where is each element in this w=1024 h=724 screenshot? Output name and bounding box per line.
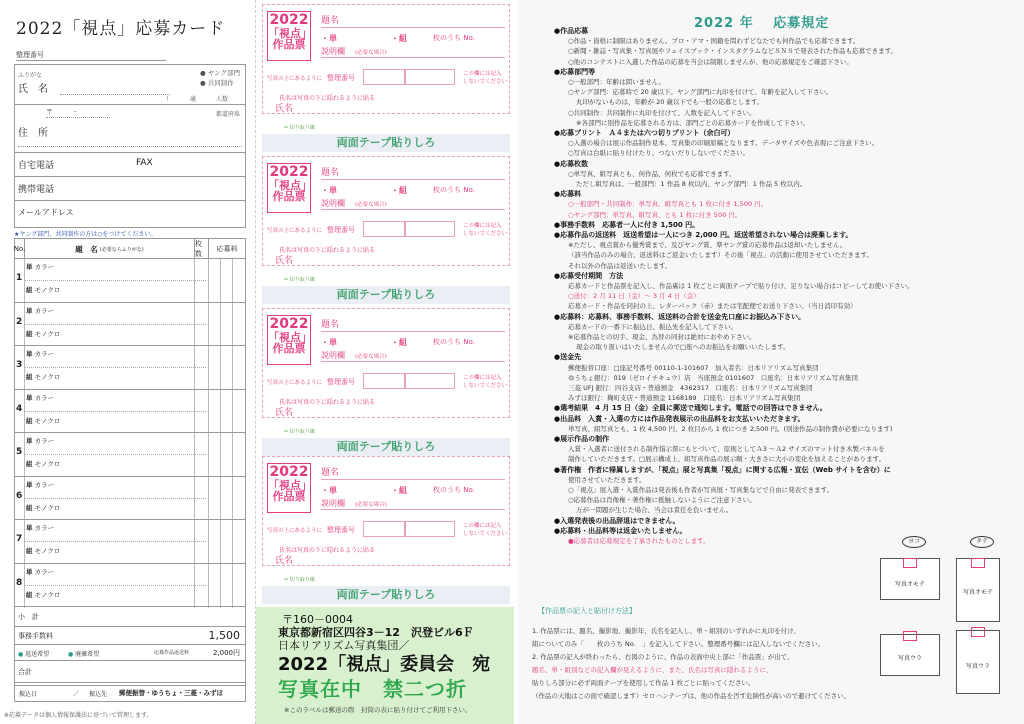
entry-number: 6 — [16, 490, 23, 501]
ticket-single[interactable]: ・単 — [321, 186, 337, 195]
ticket-title-label: 題名 — [321, 320, 340, 330]
subtotal-row: 小 計 — [14, 606, 246, 626]
rule-line: ○送付：2 月 11 日（金）〜 3 月 4 日（金） — [568, 292, 700, 301]
ticket-set[interactable]: ・組 — [391, 338, 407, 347]
ticket-desc: 説明欄 — [321, 47, 345, 56]
rule-line: ○単写真、組写真とも、何作品、何枚でも応募できます。 — [568, 169, 736, 178]
cut-line-label: ✂ 切り取り線 — [284, 429, 315, 435]
yoko-front-diagram: 写真オモテ — [880, 558, 940, 600]
entry-row[interactable] — [14, 345, 246, 389]
tape-margin: 両面テープ貼りしろ — [262, 438, 510, 456]
rule-line: みずほ銀行：麹町支店・普通預金 1168189 口座名：日本リアリズム写真集団 — [568, 394, 801, 403]
rules-title: 2022 年 応募規定 — [694, 16, 830, 31]
ticket-desc-field[interactable] — [321, 209, 505, 210]
rule-heading: ●応募作品の返送料 返送希望は一人につき 2,000 円。返送希望されない場合は廃棄します。 — [554, 231, 853, 239]
entry-ticket: 2022 「視点」 作品票 題名 ・単 ・組 枚のうち No. 説明欄 (必要な場合) 写真の上にあるように 整理番号 この欄には記入 しないでください 氏名は写真の下に隠れるように貼る 氏名 — [262, 156, 510, 266]
rule-line: 単写真、組写真とも、1 枚 4,500 円、2 枚目から 1 枚につき 2,500 円。(別途作品の制作費が必要になります) — [568, 424, 893, 433]
ticket-badge: 2022 「視点」 作品票 — [267, 11, 311, 61]
ticket-title-field[interactable] — [321, 479, 505, 480]
rule-heading: ●応募料・出品料等は返金いたしません。 — [554, 526, 687, 535]
entry-number: 5 — [16, 447, 23, 457]
rule-heading: ●入選発表後の出品辞退はできません。 — [554, 516, 680, 525]
handling-value: 1,500 — [208, 629, 240, 642]
entry-row[interactable] — [14, 476, 246, 520]
entry-number: 3 — [16, 360, 23, 370]
ticket-set[interactable]: ・組 — [391, 486, 407, 495]
ticket-column — [256, 0, 518, 724]
prefecture-label: 都道府県 — [216, 111, 241, 118]
age-label: 歳 — [190, 96, 197, 103]
reg-no-field[interactable] — [16, 60, 166, 61]
entry-row[interactable] — [14, 432, 246, 476]
address-field[interactable] — [18, 146, 242, 147]
box-instruction-line: 2. 作品票の記入が終わったら、右図のように、作品の表面中央上部に「作品票」が出て、 — [532, 653, 794, 661]
postal-label: 〒 - — [46, 108, 77, 116]
tate-label: タテ — [970, 536, 994, 548]
rule-line: 入賞・入選者に送付される制作指示票にもとづいて、原則としてＡ3 〜Ａ2 サイズのマット付き木製パネルを — [568, 445, 885, 454]
rule-line: ○新聞・雑誌・写真集・写真展やフェイスブック・インスタグラムなどＳＮＳで発表された作品も応募できます。 — [568, 47, 898, 56]
ticket-count: 枚のうち No. — [433, 34, 475, 42]
rule-line: ※各部門に別作品を応募される方は、部門ごとの応募カードを作成して下さい。 — [576, 118, 809, 127]
rule-line: 応募カードと作品票を記入し、作品裏は 1 枚ごとに両面テープで貼り付け、足りない場合はコピーしてお使い下さい。 — [568, 282, 914, 290]
ticket-badge: 2022 「視点」 作品票 — [267, 163, 311, 213]
ticket-single[interactable]: ・単 — [321, 338, 337, 347]
address-line2: 日本リアリズム写真集団／ — [278, 639, 410, 652]
tape-margin: 両面テープ貼りしろ — [262, 286, 510, 304]
single-color-label: 単 カラー — [26, 480, 55, 489]
joint-section-option[interactable]: ● 共同制作 — [200, 79, 234, 87]
set-mono-label: 組 モノクロ — [26, 503, 61, 512]
entry-number: 2 — [16, 316, 23, 327]
ticket-title-field[interactable] — [321, 179, 505, 180]
reg-no-label: 整理番号 — [16, 51, 44, 59]
single-color-label: 単 カラー — [26, 437, 55, 445]
entry-ticket: 2022 「視点」 作品票 題名 ・単 ・組 枚のうち No. 説明欄 (必要な場合) 写真の上にあるように 整理番号 この欄には記入 しないでください 氏名は写真の下に隠れるように貼る 氏名 — [262, 456, 510, 566]
ticket-count: 枚のうち No. — [433, 486, 475, 494]
col-count: 枚数 — [195, 239, 209, 259]
box-instruction-line: 題名、単・組別などの記入欄が見えるように、また、氏名は写真に隠れるように、 — [532, 666, 773, 674]
set-mono-label: 組 モノクロ — [26, 460, 61, 468]
tape-margin: 両面テープ貼りしろ — [262, 134, 510, 152]
rule-line: ゆうちょ銀行：019（ゼロイチキュウ）店 当座預金 0101607 口座名：日本リアリズム写真集団 — [568, 373, 858, 382]
mailing-label — [256, 607, 514, 724]
tate-front-diagram: 写真オモテ — [956, 558, 1000, 622]
rule-line: 応募カード・作品を同封の上、レターパック（赤）または宅配便でお送り下さい。（当日消印有効） — [568, 302, 857, 311]
entry-ticket: 2022 「視点」 作品票 題名 ・単 ・組 枚のうち No. 説明欄 (必要な場合) 写真の上にあるように 整理番号 この欄には記入 しないでください 氏名は写真の下に隠れるように貼る 氏名 — [262, 4, 510, 114]
age-paren: （ — [163, 96, 182, 103]
phone-label: 自宅電話 — [18, 161, 55, 171]
rule-line: それ以外の作品は返送いたします。 — [568, 261, 672, 270]
ticket-single[interactable]: ・単 — [321, 34, 337, 43]
ticket-single[interactable]: ・単 — [321, 486, 337, 495]
rule-heading: ●応募プリント Ａ４または六つ切りプリント（余白可） — [554, 129, 735, 137]
rule-heading: ●応募料 — [554, 190, 582, 199]
single-color-label: 単 カラー — [26, 524, 55, 532]
mobile-label: 携帯電話 — [18, 185, 55, 195]
ticket-desc-field[interactable] — [321, 57, 505, 58]
rule-line: ○ヤング部門：応募時で 20 歳以下。ヤング部門に丸印を付けて、年齢を記入して下さい。 — [568, 88, 833, 97]
ticket-count: 枚のうち No. — [433, 338, 475, 346]
ticket-badge: 2022 「視点」 作品票 — [267, 315, 311, 365]
entry-row[interactable] — [14, 563, 246, 607]
ticket-title-label: 題名 — [321, 468, 340, 478]
handling-warning: 写真在中 禁二つ折 — [278, 677, 467, 701]
rule-heading: ●応募部門等 — [554, 67, 596, 76]
rule-line: ○ヤング部門：単写真、組写真、とも 1 枚に付き 500 円。 — [568, 210, 742, 219]
handling-row: 事務手数料 1,500 — [14, 626, 246, 644]
col-fee: 応募料 — [216, 245, 238, 253]
box-instruction-line: 組についてのみ「 枚のうち No. 」を記入して下さい。整理番号欄には記入しないでください。 — [532, 640, 825, 648]
ticket-title-field[interactable] — [321, 331, 505, 332]
single-color-label: 単 カラー — [26, 567, 55, 576]
entry-row[interactable] — [14, 519, 246, 563]
ticket-reg: 整理番号 — [327, 226, 355, 234]
tate-back-diagram: 写真ウラ — [956, 630, 1000, 694]
rule-heading: ●応募枚数 — [554, 159, 589, 168]
rule-line: ○「視点」展入選・入賞作品は発表後も作者が写真展・写真集などで自由に発表できます。 — [568, 486, 834, 494]
rule-line: ○共同制作：共同制作に丸印を付けて、人数を記入して下さい。 — [568, 108, 756, 117]
ticket-name: 氏名 — [275, 408, 294, 418]
address-line1: 東京都新宿区四谷3－12 沢登ビル6Ｆ — [278, 626, 474, 639]
card-title: 2022「視点」応募カード — [16, 19, 226, 39]
rule-line: 応募カードの一番下に振込日、振込先を記入して下さい。 — [568, 322, 737, 331]
ticket-badge: 2022 「視点」 作品票 — [267, 463, 311, 513]
fax-label: FAX — [136, 158, 153, 168]
address-label: 住 所 — [18, 128, 48, 139]
single-color-label: 単 カラー — [26, 263, 55, 271]
ticket-reg: 整理番号 — [327, 378, 355, 386]
people-label: 人数 — [216, 96, 229, 103]
rule-line: ○応募作品は肖像権・著作権に抵触しないようにご注意下さい。 — [568, 496, 756, 505]
box-instruction-line: 貼りしろ部分に必ず両面テープを使用して作品 1 枚ごとに貼ってください。 — [532, 679, 755, 687]
rules-panel — [518, 0, 1024, 724]
ticket-count: 枚のうち No. — [433, 186, 475, 194]
entry-number: 1 — [16, 273, 23, 283]
ticket-desc-field[interactable] — [321, 361, 505, 362]
ticket-desc: 説明欄 — [321, 499, 345, 508]
entry-row[interactable] — [14, 302, 246, 346]
ticket-set[interactable]: ・組 — [391, 186, 407, 195]
yoko-back-diagram: 写真ウラ — [880, 634, 940, 676]
ticket-title-field[interactable] — [321, 27, 505, 28]
box-title: 【作品票の記入と貼付け方法】 — [538, 607, 636, 615]
rule-line: ○一般部門：年齢は問いません。 — [568, 78, 666, 86]
ticket-title-label: 題名 — [321, 168, 340, 178]
rule-line: ○写真は台紙に貼り付けたり、つないだりしないでください。 — [568, 149, 750, 158]
rule-line: ○作品・資格に制限はありません。プロ・アマ・国籍を問わずどなたでも何作品でも応募できます。 — [568, 37, 860, 46]
rule-line: 制作していただきます。□展示構成上、組写真作品の展示順・大きさに大小の変化を加えることがあります。 — [568, 455, 886, 464]
name-label: 氏 名 — [18, 84, 48, 95]
total-row: 合計 — [14, 660, 246, 680]
rule-heading: ●事務手数料 応募者一人に付き 1,500 円。 — [554, 220, 700, 229]
cut-line-label: ✂ 切り取り線 — [284, 277, 315, 283]
name-field[interactable] — [60, 94, 170, 95]
entry-row[interactable] — [14, 258, 246, 302]
furigana-label: ふりがな — [18, 72, 43, 79]
rule-line: （該当作品のみの場合、返送料はご返金いたします）その後「視点」の活動に使用させていただきます。 — [568, 251, 873, 260]
set-mono-label: 組 モノクロ — [26, 286, 61, 294]
rule-heading: ●出品料 入賞・入選の方には作品発表展示の出品料をお支払いいただきます。 — [554, 414, 805, 423]
rule-line: 丸印がないものは、年齢が 20 歳以下でも一般の応募とします。 — [576, 98, 764, 107]
entry-number: 7 — [16, 534, 23, 544]
ticket-desc: 説明欄 — [321, 199, 345, 208]
col-title: 題 名 (必要ならふりがな) — [25, 239, 195, 259]
ticket-desc: 説明欄 — [321, 351, 345, 360]
postal-field[interactable] — [46, 117, 110, 118]
cut-line-label: ✂ 切り取り線 — [284, 125, 315, 131]
ticket-title-label: 題名 — [321, 16, 340, 26]
set-mono-label: 組 モノクロ — [26, 547, 61, 555]
entry-number: 8 — [16, 577, 23, 588]
col-no: No. — [15, 239, 25, 259]
rule-line: ※応募作品との切手、現金、為替の同封は絶対におやめ下さい。 — [568, 333, 756, 341]
rule-line: 現金の取り扱いはいたしませんので□座へのお振込をお願いいたします。 — [576, 343, 790, 352]
entry-number: 4 — [16, 403, 23, 414]
set-mono-label: 組 モノクロ — [26, 329, 61, 338]
entry-row[interactable] — [14, 389, 246, 433]
ticket-name: 氏名 — [275, 556, 294, 566]
rule-heading: ●応募料：応募料、事務手数料、返送料の合計を送金先口座にお振込み下さい。 — [554, 312, 806, 321]
section-note: ★ヤング部門、共同制作の方は○をつけてください。 — [14, 231, 157, 238]
rule-line: ○一般部門・共同制作：単写真、組写真とも 1 枚に付き 1,500 円。 — [568, 200, 768, 209]
rule-heading: ●送金先 — [554, 353, 582, 362]
zip-code: 〒160－0004 — [282, 613, 353, 626]
rule-heading: ●作品応募 — [554, 27, 589, 35]
ticket-name: 氏名 — [275, 256, 294, 266]
rule-line: 使用させていただきます。 — [568, 475, 646, 484]
entry-card — [0, 0, 256, 724]
rule-heading: ●著作権 作者に帰属しますが、「視点」展と写真集「視点」に関する広報・宣伝（Web サイトを含む）に — [554, 465, 891, 474]
yoko-label: ヨコ — [902, 536, 926, 548]
rule-heading: ●応募受付期間 方法 — [554, 271, 624, 280]
label-note: ※このラベルは郵送の際 封筒の表に貼り付けてご利用下さい。 — [284, 706, 472, 714]
payment-row: 振込日 ／ 振込先 郵便振替・ゆうちょ・三菱・みずほ — [14, 682, 246, 702]
committee-name: 2022「視点」委員会 宛 — [278, 654, 491, 675]
email-label: メールアドレス — [18, 208, 74, 217]
ticket-reg: 整理番号 — [327, 74, 355, 82]
ticket-reg: 整理番号 — [327, 526, 355, 534]
rule-heading: ●展示作品の制作 — [554, 435, 610, 443]
set-mono-label: 組 モノクロ — [26, 373, 61, 381]
tape-margin: 両面テープ貼りしろ — [262, 586, 510, 604]
rule-line: ※ただし、視点賞から優秀賞まで、及びヤング賞、準ヤング賞の応募作品は返却いたしません。 — [568, 241, 847, 250]
rule-line: 三菱 UFJ 銀行：四谷支店・普通預金 4362317 口座名：日本リアリズム写真集団 — [568, 384, 813, 392]
ticket-name: 氏名 — [275, 104, 294, 114]
rule-line: 万が一問題が生じた場合、当会は責任を負いません。 — [576, 506, 733, 515]
box-instruction-line: 1. 作品票には、題名、撮影地、撮影年、氏名を記入し、単・組別のいずれかに丸印を付け、 — [532, 627, 801, 635]
privacy-note: ※応募データは個人情報保護法に基づいて管理します。 — [4, 712, 153, 719]
rule-line: ただし組写真は、一般部門：1 作品 8 枚以内、ヤング部門：1 作品 5 枚以内。 — [576, 180, 807, 188]
ticket-set[interactable]: ・組 — [391, 34, 407, 43]
ticket-desc-field[interactable] — [321, 509, 505, 510]
set-mono-label: 組 モノクロ — [26, 590, 61, 599]
rule-line: ○他のコンテストに入選した作品の応募を当会は制限しませんが、他の応募規定をご確認下さい。 — [568, 57, 853, 66]
single-color-label: 単 カラー — [26, 306, 55, 315]
single-color-label: 単 カラー — [26, 393, 55, 402]
cut-line-label: ✂ 切り取り線 — [284, 577, 315, 583]
rule-line: ○入選の場合は展示作品制作見本、写真集の印刷原稿となります。データサイズや色表現にご注意下さい。 — [568, 139, 879, 148]
entry-ticket: 2022 「視点」 作品票 題名 ・単 ・組 枚のうち No. 説明欄 (必要な場合) 写真の上にあるように 整理番号 この欄には記入 しないでください 氏名は写真の下に隠れるように貼る 氏名 — [262, 308, 510, 418]
box-instruction-line: （作品の天地はこの面で確認します）セロハンテープは、他の作品を汚す危険性が高いので避けてください。 — [532, 692, 851, 700]
young-section-option[interactable]: ● ヤング部門 — [200, 69, 241, 77]
return-row: ● 返送希望 ● 廃棄希望 応募作品返送料 2,000円 — [14, 644, 246, 660]
rule-line: ●応募者は応募規定を了承されたものとします。 — [568, 537, 710, 545]
rule-heading: ●選考結果 4 月 15 日（金）全員に郵送で通知します。電話での回答はできません。 — [554, 404, 827, 413]
single-color-label: 単 カラー — [26, 350, 55, 358]
set-mono-label: 組 モノクロ — [26, 416, 61, 425]
rule-line: 郵便振替口座：□座記号番号 00110-1-101607 加入者名：日本リアリズム写真集団 — [568, 363, 819, 372]
